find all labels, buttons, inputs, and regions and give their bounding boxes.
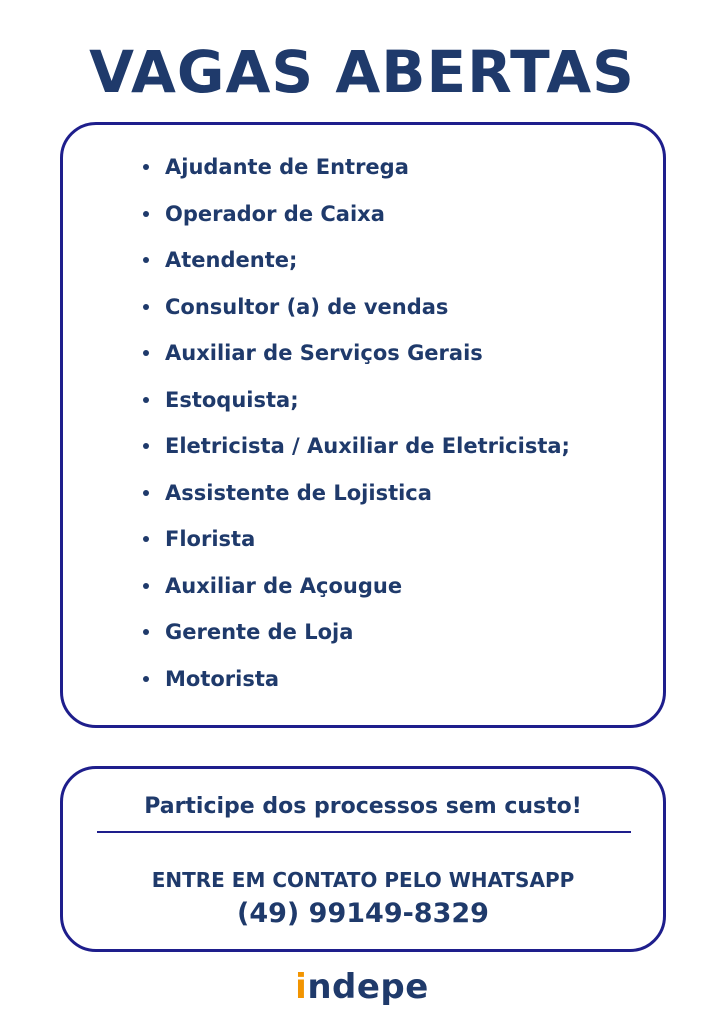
brand-logo [0, 962, 724, 1012]
list-item [143, 612, 570, 659]
job-title: Assistente de Lojistica [165, 480, 432, 505]
contact-box [60, 766, 666, 952]
job-title: Motorista [165, 666, 280, 691]
bullet-icon [143, 164, 149, 170]
bullet-icon [143, 536, 149, 542]
job-title: Estoquista; [165, 387, 299, 412]
bullet-icon [143, 490, 149, 496]
page-title: VAGAS ABERTAS [89, 38, 635, 106]
bullet-icon [143, 629, 149, 635]
tagline: Participe dos processos sem custo! [144, 794, 582, 819]
job-list [143, 147, 570, 705]
list-item [143, 426, 570, 473]
list-item [143, 194, 570, 241]
bullet-icon [143, 397, 149, 403]
list-item [143, 287, 570, 334]
logo-rest: ndepe [307, 967, 429, 1007]
job-title: Eletricista / Auxiliar de Eletricista; [165, 434, 570, 458]
bullet-icon [143, 211, 149, 217]
phone-number: (49) 99149-8329 [237, 898, 489, 929]
job-title: Gerente de Loja [165, 620, 354, 644]
list-item [143, 147, 570, 194]
bullet-icon [143, 304, 149, 310]
list-item [143, 380, 570, 427]
list-item [143, 473, 570, 520]
job-title: Auxiliar de Açougue [165, 573, 403, 598]
job-title: Consultor (a) de vendas [165, 294, 449, 319]
bullet-icon [143, 676, 149, 682]
job-openings-box [60, 122, 666, 728]
job-title: Ajudante de Entrega [165, 155, 409, 179]
list-item [143, 566, 570, 613]
list-item [143, 240, 570, 287]
bullet-icon [143, 350, 149, 356]
bullet-icon [143, 257, 149, 263]
list-item [143, 519, 570, 566]
logo-accent-letter: i [295, 967, 308, 1007]
bullet-icon [143, 583, 149, 589]
bullet-icon [143, 443, 149, 449]
job-title: Florista [165, 527, 256, 551]
whatsapp-cta: ENTRE EM CONTATO PELO WHATSAPP [151, 868, 575, 892]
list-item [143, 659, 570, 706]
list-item [143, 333, 570, 380]
job-title: Auxiliar de Serviços Gerais [165, 341, 483, 365]
job-title: Operador de Caixa [165, 201, 385, 226]
job-title: Atendente; [165, 248, 298, 272]
divider [97, 831, 631, 833]
